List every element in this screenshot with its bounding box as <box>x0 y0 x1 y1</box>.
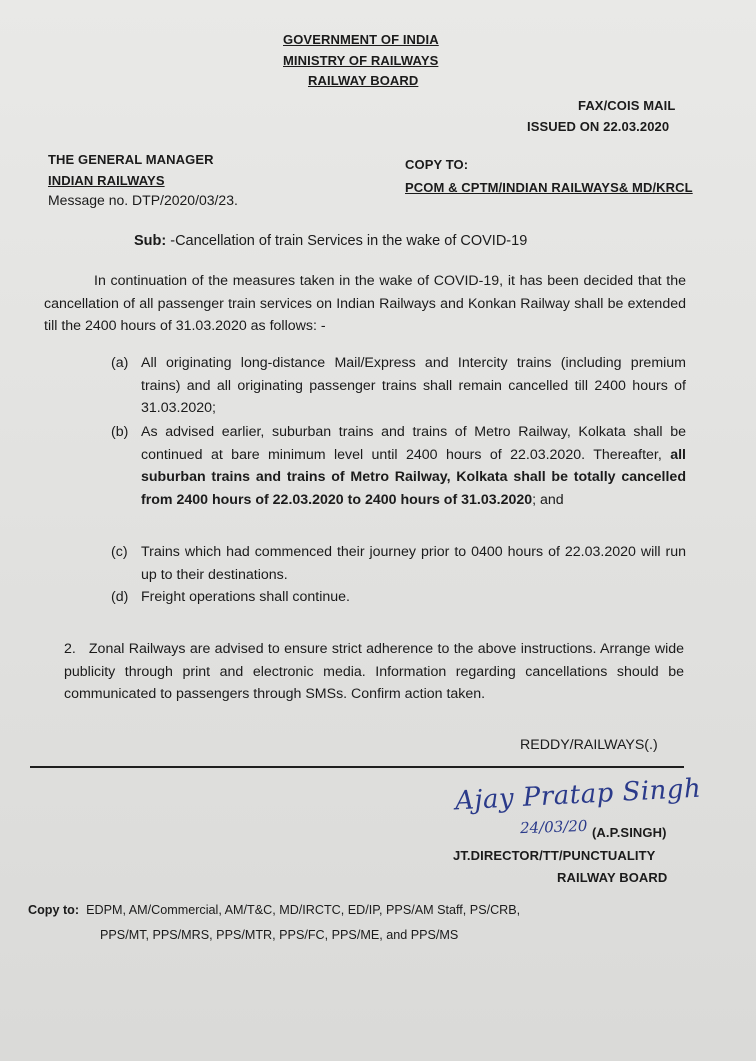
intro-paragraph: In continuation of the measures taken in the wake of COVID-19, it has been decided that the cancellation of all passenger train services on Indian Railways and Konkan Railway shall be extended till the 2400 hours of 31.03.2020 as follows: - <box>44 273 686 334</box>
list-item-text: All originating long-distance Mail/Express and Intercity trains (including premium trains) and all originating passenger trains shall remain cancelled till 2400 hours of 31.03.2020; <box>141 355 686 416</box>
list-item-c <box>111 541 686 587</box>
addressee-line2: INDIAN RAILWAYS <box>48 173 165 188</box>
copy-to-bottom-line1 <box>28 903 520 917</box>
list-item-label: (d) <box>111 589 129 605</box>
list-item-a <box>111 352 686 420</box>
subject-text: -Cancellation of train Services in the wake of COVID-19 <box>166 233 528 249</box>
list-item-label: (c) <box>111 544 128 560</box>
list-item-text: Trains which had commenced their journey prior to 0400 hours of 22.03.2020 will run up to their destinations. <box>141 544 686 583</box>
copy-to-bottom-recipients-1: EDPM, AM/Commercial, AM/T&C, MD/IRCTC, ED/IP, PPS/AM Staff, PS/CRB, <box>86 903 521 917</box>
header-government: GOVERNMENT OF INDIA <box>283 32 439 47</box>
paragraph-2-number: 2. <box>64 641 76 657</box>
list-item-text: Freight operations shall continue. <box>141 589 350 605</box>
copy-to-bottom-label: Copy to: <box>28 903 80 917</box>
sender-line: REDDY/RAILWAYS(.) <box>520 737 658 753</box>
copy-to-bottom-recipients-2: PPS/MT, PPS/MRS, PPS/MTR, PPS/FC, PPS/ME, and PPS/MS <box>100 928 459 942</box>
header-board: RAILWAY BOARD <box>308 73 419 88</box>
subject-label: Sub: <box>134 233 167 249</box>
handwritten-signature: Ajay Pratap Singh <box>454 773 702 817</box>
list-item-bold-text: all suburban trains and trains of Metro Railway, Kolkata shall be totally cancelled from 2400 hours of 22.03.2020 to 2400 hours of 31.03.2020 <box>141 446 686 508</box>
list-item-label: (b) <box>111 424 129 440</box>
handwritten-date: 24/03/20 <box>519 816 588 838</box>
signatory-office: RAILWAY BOARD <box>557 870 668 885</box>
list-item-label: (a) <box>111 355 129 371</box>
list-item-d <box>111 586 686 610</box>
mail-type: FAX/COIS MAIL <box>578 98 676 113</box>
list-item-b <box>111 421 686 537</box>
issued-date: ISSUED ON 22.03.2020 <box>527 119 670 134</box>
copy-to-label: COPY TO: <box>405 157 469 172</box>
message-number: Message no. DTP/2020/03/23. <box>48 192 238 208</box>
signatory-name: (A.P.SINGH) <box>592 825 667 840</box>
paragraph-2 <box>64 638 684 706</box>
copy-to-recipients: PCOM & CPTM/INDIAN RAILWAYS& MD/KRCL <box>405 180 693 195</box>
paragraph-2-text: Zonal Railways are advised to ensure strict adherence to the above instructions. Arrange wide publicity through print and electronic media. Information regarding cancellations should be communicated to passengers through SMSs. Confirm action taken. <box>64 641 685 702</box>
signatory-designation: JT.DIRECTOR/TT/PUNCTUALITY <box>453 848 656 863</box>
list-item-tail: ; and <box>532 491 564 508</box>
subject-line <box>134 233 527 249</box>
divider-rule <box>30 766 684 768</box>
header-ministry: MINISTRY OF RAILWAYS <box>283 53 439 68</box>
list-item-text: As advised earlier, suburban trains and trains of Metro Railway, Kolkata shall be continued at bare minimum level until 2400 hours of 22.03.2020. Thereafter, <box>141 424 686 463</box>
addressee-line1: THE GENERAL MANAGER <box>48 152 214 167</box>
